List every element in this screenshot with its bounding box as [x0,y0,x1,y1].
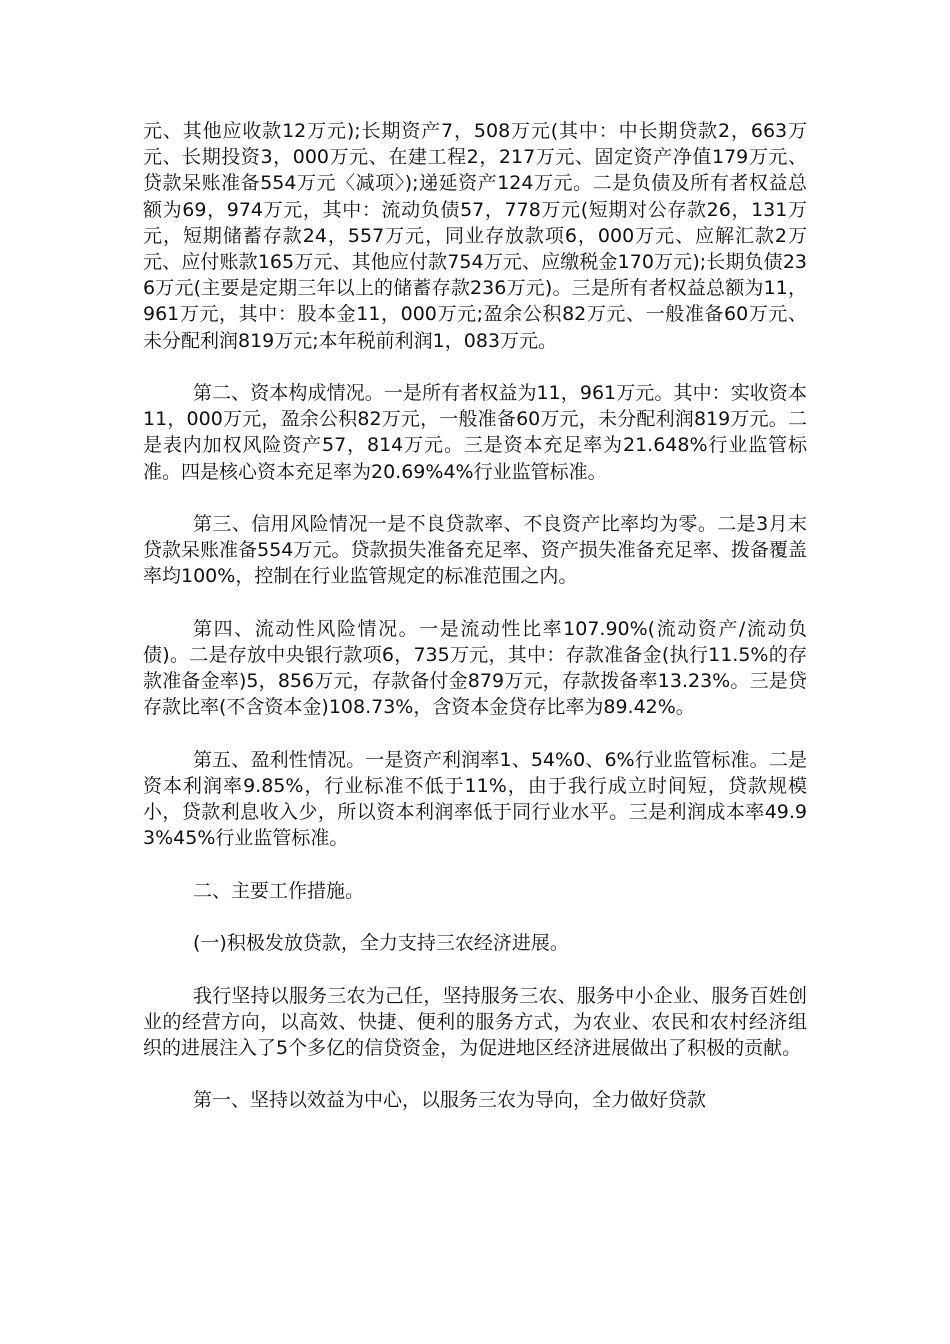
paragraph-balance-sheet: 元、其他应收款12万元);长期资产7，508万元(其中：中长期贷款2，663万元、长期投资3，000万元、在建工程2，217万元、固定资产净值179万元、贷款呆账准备554万元〈减项〉);递延资产124万元。二是负债及所有者权益总额为69，974万元，其中：流动负债57，778万元(短期对公存款26，131万元，短期储蓄存款24，557万元，同业存放款项6，000万元、应解汇款2万元、应付账款165万元、其他应付款754万元、应缴税金170万元);长期负债236万元(主要是定期三年以上的储蓄存款236万元)。三是所有者权益总额为11，961万元，其中：股本金11，000万元;盈余公积82万元、一般准备60万元、未分配利润819万元;本年税前利润1，083万元。 [143,120,807,352]
paragraph-capital-structure: 第二、资本构成情况。一是所有者权益为11，961万元。其中：实收资本11，000万元，盈余公积82万元，一般准备60万元，未分配利润819万元。二是表内加权风险资产57，814万元。三是资本充足率为21.648%行业监管标准。四是核心资本充足率为20.69%4%行业监管标准。 [143,382,807,483]
paragraph-rural-service: 我行坚持以服务三农为己任，坚持服务三农、服务中小企业、服务百姓创业的经营方向，以高效、快捷、便利的服务方式，为农业、农民和农村经济组织的进展注入了5个多亿的信贷资金，为促进地区经济进展做出了积极的贡献。 [143,984,807,1059]
subsection-heading-loans: (一)积极发放贷款，全力支持三农经济进展。 [193,932,569,955]
paragraph-efficiency: 第一、坚持以效益为中心，以服务三农为导向，全力做好贷款 [193,1089,707,1112]
document-body [143,118,807,1114]
paragraph-credit-risk: 第三、信用风险情况一是不良贷款率、不良资产比率均为零。二是3月末贷款呆账准备554万元。贷款损失准备充足率、资产损失准备充足率、拨备覆盖率均100%，控制在行业监管规定的标准范围之内。 [143,513,807,588]
paragraph-profitability: 第五、盈利性情况。一是资产利润率1、54%0、6%行业监管标准。二是资本利润率9.85%，行业标准不低于11%，由于我行成立时间短，贷款规模小，贷款利息收入少，所以资本利润率低于同行业水平。三是利润成本率49.93%45%行业监管标准。 [143,748,807,850]
paragraph-liquidity-risk: 第四、流动性风险情况。一是流动性比率107.90%(流动资产/流动负债)。二是存放中央银行款项6，735万元，其中：存款准备金(执行11.5%的存款准备金率)5，856万元，存款备付金879万元，存款拨备率13.23%。三是贷存款比率(不含资本金)108.73%，含资本金贷存比率为89.42%。 [143,617,807,719]
section-heading-measures: 二、主要工作措施。 [193,879,365,902]
